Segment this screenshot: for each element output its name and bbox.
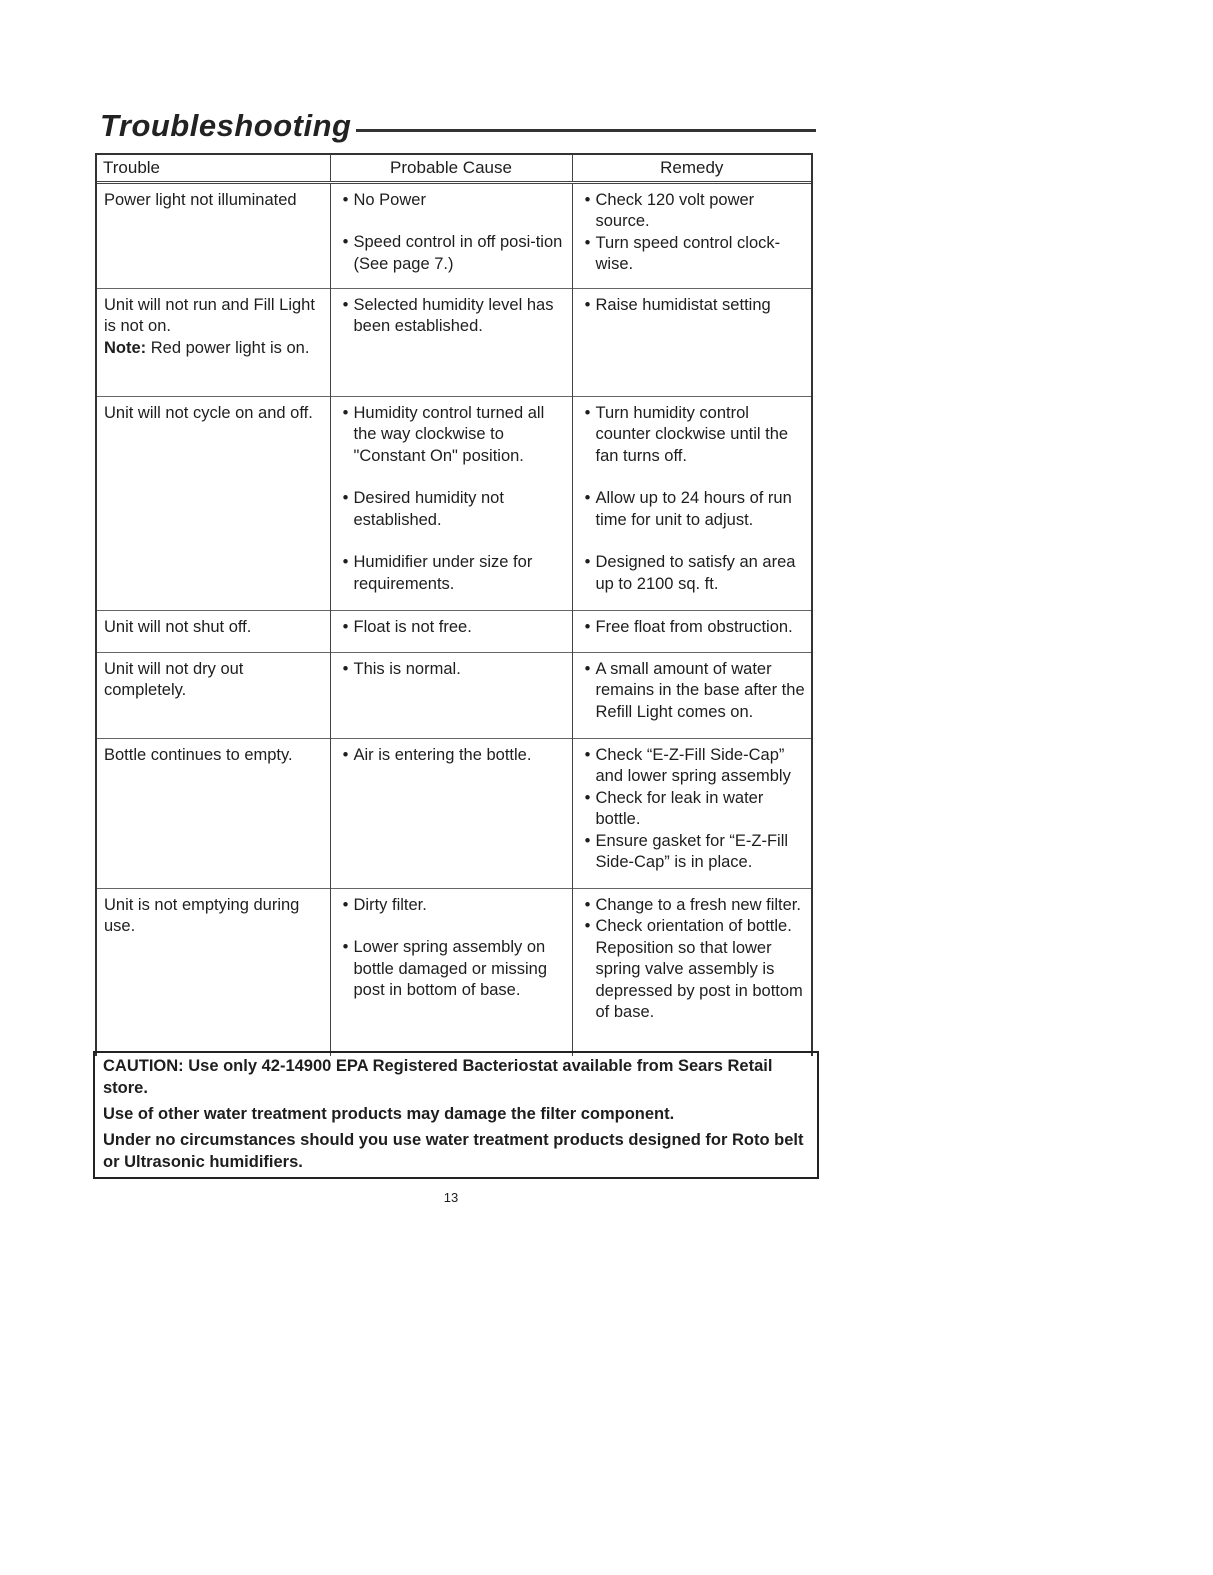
bullet-icon: • xyxy=(342,403,349,422)
remedy-cell xyxy=(572,738,811,888)
remedy-text: Check for leak in water bottle. xyxy=(595,788,764,828)
cause-text: Lower spring assembly on bottle damaged or missing post in bottom of base. xyxy=(353,938,548,999)
bullet-icon: • xyxy=(584,895,591,914)
trouble-cell xyxy=(97,888,330,1056)
trouble-text: Unit will not dry out completely. xyxy=(104,659,244,699)
cause-text: Humidity control turned all the way clockwise to "Constant On" position. xyxy=(353,403,545,465)
bullet-icon: • xyxy=(584,917,591,935)
caution-text: Under no circumstances should you use water treatment products designed for Roto belt or Ultrasonic humidifiers. xyxy=(103,1131,804,1171)
cause-text: Speed control in off posi-tion (See page 7.) xyxy=(353,233,563,273)
trouble-cell xyxy=(97,396,330,610)
bullet-icon: • xyxy=(342,659,349,678)
cause-cell xyxy=(330,652,572,738)
cause-text: Humidifier under size for requirements. xyxy=(353,553,533,593)
note-label: Note: xyxy=(104,338,147,357)
list-item xyxy=(580,552,806,595)
header-probable-cause: Probable Cause xyxy=(330,155,572,182)
list-item xyxy=(338,295,566,338)
cause-text: Float is not free. xyxy=(353,617,472,636)
bullet-icon: • xyxy=(584,403,591,422)
bullet-icon: • xyxy=(342,617,349,636)
remedy-text: Designed to satisfy an area up to 2100 sq. ft. xyxy=(595,553,796,593)
remedy-text: Turn humidity control counter clockwise until the fan turns off. xyxy=(595,403,789,465)
remedy-text: Raise humidistat setting xyxy=(595,295,771,314)
cause-text: Desired humidity not established. xyxy=(353,489,504,529)
remedy-cell xyxy=(572,288,811,396)
list-item xyxy=(580,916,806,1024)
remedy-text: Check “E-Z-Fill Side-Cap” and lower spring assembly xyxy=(595,745,791,785)
list-item xyxy=(338,659,566,681)
trouble-text: Bottle continues to empty. xyxy=(104,745,293,764)
list-item xyxy=(338,895,566,917)
remedy-text: Check orientation of bottle. Reposition so that lower spring valve assembly is depressed by post in bottom of base. xyxy=(595,917,803,1021)
table-row xyxy=(97,610,811,652)
page-title: Troubleshooting xyxy=(100,108,352,143)
table-row xyxy=(97,288,811,396)
title-rule xyxy=(356,129,816,132)
bullet-icon: • xyxy=(584,617,591,636)
caution-text: Use of other water treatment products may damage the filter component. xyxy=(103,1105,675,1123)
list-item xyxy=(580,295,806,317)
bullet-icon: • xyxy=(342,745,349,764)
bullet-icon: • xyxy=(584,745,591,764)
caution-box xyxy=(93,1051,819,1179)
bullet-icon: • xyxy=(584,788,591,807)
trouble-text: Unit is not emptying during use. xyxy=(104,895,300,935)
cause-text: Dirty filter. xyxy=(353,895,427,914)
list-item xyxy=(580,617,806,639)
remedy-text: Change to a fresh new filter. xyxy=(595,895,801,914)
table-row xyxy=(97,888,811,1056)
remedy-cell xyxy=(572,652,811,738)
cause-text: No Power xyxy=(353,190,426,209)
cause-text: This is normal. xyxy=(353,659,461,678)
list-item xyxy=(580,745,806,788)
table-row xyxy=(97,182,811,288)
list-item xyxy=(338,745,566,767)
remedy-text: Check 120 volt power source. xyxy=(595,190,755,230)
trouble-cell xyxy=(97,610,330,652)
bullet-icon: • xyxy=(584,190,591,209)
remedy-cell xyxy=(572,610,811,652)
list-item xyxy=(338,552,566,595)
remedy-text: Allow up to 24 hours of run time for unit to adjust. xyxy=(595,489,792,529)
list-item xyxy=(338,617,566,639)
bullet-icon: • xyxy=(584,553,591,571)
troubleshooting-table xyxy=(97,155,811,1056)
trouble-cell xyxy=(97,288,330,396)
list-item xyxy=(580,233,806,276)
header-trouble: Trouble xyxy=(97,155,330,182)
remedy-text: Turn speed control clock-wise. xyxy=(595,233,781,273)
remedy-text: A small amount of water remains in the base after the Refill Light comes on. xyxy=(595,659,805,721)
trouble-cell xyxy=(97,652,330,738)
title-row xyxy=(100,108,816,148)
trouble-cell xyxy=(97,738,330,888)
bullet-icon: • xyxy=(584,831,591,850)
list-item xyxy=(580,895,806,917)
trouble-text: Power light not illuminated xyxy=(104,190,297,209)
troubleshooting-table-frame xyxy=(95,153,813,1056)
bullet-icon: • xyxy=(342,295,349,314)
page-number: 13 xyxy=(443,1190,459,1205)
bullet-icon: • xyxy=(342,190,349,209)
cause-cell xyxy=(330,182,572,288)
list-item xyxy=(580,788,806,831)
list-item xyxy=(338,403,566,468)
note-text: Red power light is on. xyxy=(150,338,310,357)
cause-cell xyxy=(330,288,572,396)
list-item xyxy=(338,488,566,531)
trouble-cell xyxy=(97,182,330,288)
trouble-text: Unit will not shut off. xyxy=(104,617,252,636)
bullet-icon: • xyxy=(342,489,349,507)
trouble-text: Unit will not run and Fill Light is not on. xyxy=(104,295,315,335)
trouble-text: Unit will not cycle on and off. xyxy=(104,403,313,422)
list-item xyxy=(580,190,806,233)
bullet-icon: • xyxy=(584,489,591,507)
list-item xyxy=(580,403,806,468)
cause-cell xyxy=(330,610,572,652)
list-item xyxy=(338,190,566,212)
bullet-icon: • xyxy=(342,895,349,914)
remedy-text: Ensure gasket for “E-Z-Fill Side-Cap” is in place. xyxy=(595,831,789,871)
table-row xyxy=(97,652,811,738)
list-item xyxy=(580,488,806,531)
table-row xyxy=(97,738,811,888)
table-row xyxy=(97,396,811,610)
list-item xyxy=(338,232,566,275)
cause-text: Selected humidity level has been established. xyxy=(353,295,554,335)
bullet-icon: • xyxy=(584,233,591,252)
remedy-cell xyxy=(572,888,811,1056)
cause-cell xyxy=(330,888,572,1056)
remedy-cell xyxy=(572,396,811,610)
cause-cell xyxy=(330,738,572,888)
list-item xyxy=(338,937,566,1002)
caution-text: CAUTION: Use only 42-14900 EPA Registered Bacteriostat available from Sears Retail store. xyxy=(103,1057,773,1097)
remedy-cell xyxy=(572,182,811,288)
bullet-icon: • xyxy=(342,938,349,956)
bullet-icon: • xyxy=(584,295,591,314)
cause-cell xyxy=(330,396,572,610)
list-item xyxy=(580,831,806,874)
remedy-text: Free float from obstruction. xyxy=(595,617,793,636)
bullet-icon: • xyxy=(342,233,349,251)
bullet-icon: • xyxy=(584,659,591,678)
list-item xyxy=(580,659,806,724)
bullet-icon: • xyxy=(342,553,349,571)
cause-text: Air is entering the bottle. xyxy=(353,745,532,764)
header-remedy: Remedy xyxy=(572,155,811,182)
table-header-row xyxy=(97,155,811,182)
